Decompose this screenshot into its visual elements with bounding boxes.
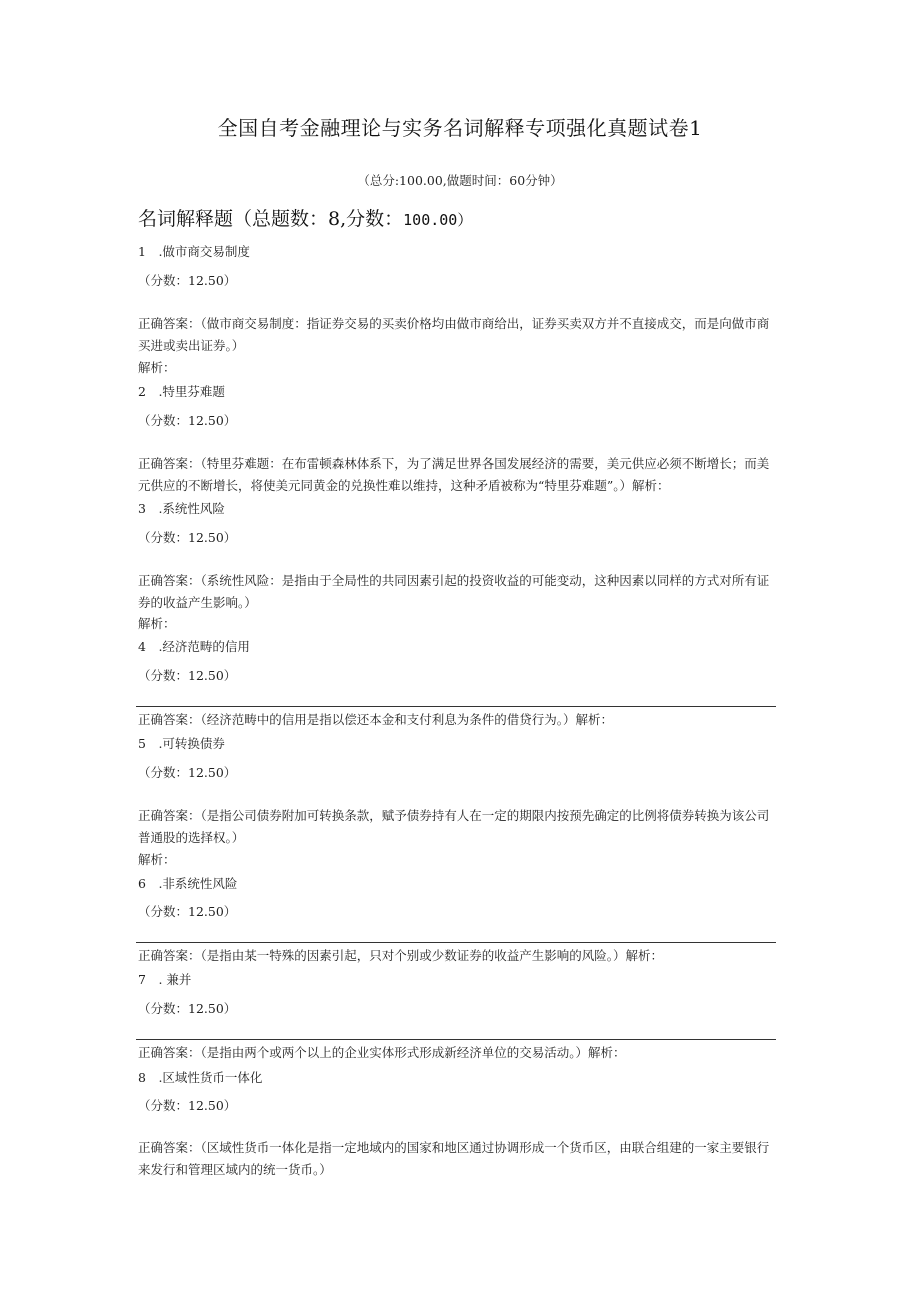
question-5-analysis: 解析：	[138, 852, 176, 867]
question-1-analysis: 解析：	[138, 360, 176, 375]
document-subtitle: （总分:100.00,做题时间：60分钟）	[357, 173, 563, 188]
question-7-title: 7 . 兼并	[138, 972, 192, 987]
question-5-answer: 正确答案：（是指公司债券附加可转换条款，赋予债券持有人在一定的期限内按预先确定的比例将债券转换为该公司普通股的选择权。）	[138, 808, 770, 845]
divider-rule	[136, 1039, 776, 1040]
question-4-score: （分数：12.50）	[138, 668, 237, 683]
question-1-answer: 正确答案：（做市商交易制度：指证券交易的买卖价格均由做市商给出，证券买卖双方并不直接成交，而是向做市商买进或卖出证券。）	[138, 316, 770, 353]
question-5-score: （分数：12.50）	[138, 765, 237, 780]
question-1-title: 1 .做市商交易制度	[138, 244, 250, 259]
question-2-title: 2 .特里芬难题	[138, 384, 225, 399]
question-3-answer: 正确答案：（系统性风险：是指由于全局性的共同因素引起的投资收益的可能变动，这种因素以同样的方式对所有证券的收益产生影响。）	[138, 573, 770, 610]
question-4-title: 4 .经济范畴的信用	[138, 639, 250, 654]
question-3-title: 3 .系统性风险	[138, 501, 225, 516]
question-2-answer: 正确答案：（特里芬难题：在布雷顿森林体系下，为了满足世界各国发展经济的需要，美元供应必须不断增长；而美元供应的不断增长，将使美元同黄金的兑换性难以维持，这种矛盾被称为“特里芬难题”。）解析：	[138, 456, 770, 493]
document-title: 全国自考金融理论与实务名词解释专项强化真题试卷1	[217, 116, 703, 140]
question-8-score: （分数：12.50）	[138, 1098, 237, 1113]
question-2-score: （分数：12.50）	[138, 413, 237, 428]
section-heading-score: 100.00）	[403, 211, 473, 229]
question-4-answer: 正确答案：（经济范畴中的信用是指以偿还本金和支付利息为条件的借贷行为。）解析：	[138, 712, 614, 727]
question-1-score: （分数：12.50）	[138, 273, 237, 288]
question-6-score: （分数：12.50）	[138, 904, 237, 919]
question-7-score: （分数：12.50）	[138, 1001, 237, 1016]
divider-rule	[136, 706, 776, 707]
question-8-title: 8 .区域性货币一体化	[138, 1070, 263, 1085]
question-7-answer: 正确答案：（是指由两个或两个以上的企业实体形式形成新经济单位的交易活动。）解析：	[138, 1045, 626, 1060]
section-heading	[138, 204, 472, 231]
question-8-answer: 正确答案：（区域性货币一体化是指一定地域内的国家和地区通过协调形成一个货币区，由联合组建的一家主要银行来发行和管理区域内的统一货币。）	[138, 1140, 770, 1177]
question-6-title: 6 .非系统性风险	[138, 876, 238, 891]
question-3-score: （分数：12.50）	[138, 530, 237, 545]
section-heading-text: 名词解释题（总题数：8,分数：	[138, 208, 404, 230]
question-6-answer: 正确答案：（是指由某一特殊的因素引起，只对个别或少数证券的收益产生影响的风险。）解析：	[138, 948, 664, 963]
question-3-analysis: 解析：	[138, 616, 176, 631]
divider-rule	[136, 942, 776, 943]
question-5-title: 5 .可转换债券	[138, 736, 225, 751]
